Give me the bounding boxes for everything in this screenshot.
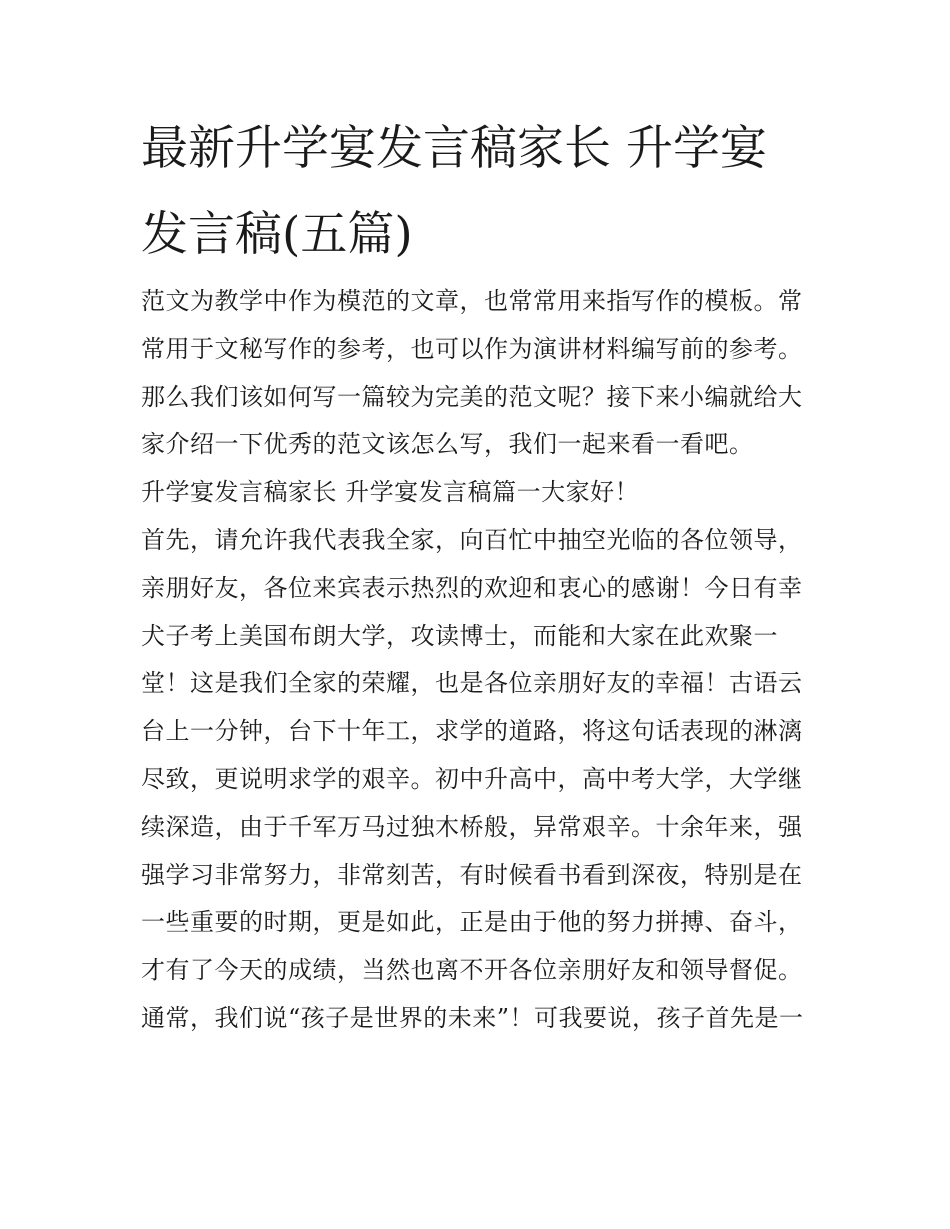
body-line: 家介绍一下优秀的范文该怎么写，我们一起来看一看吧。 — [141, 430, 754, 459]
body-line: 堂！这是我们全家的荣耀，也是各位亲朋好友的幸福！古语云 — [141, 669, 803, 698]
document-body — [141, 278, 813, 1043]
title-line: 最新升学宴发言稿家长 升学宴 — [141, 121, 767, 176]
section-heading-line: 升学宴发言稿家长 升学宴发言稿篇一大家好！ — [141, 478, 640, 507]
body-line: 亲朋好友，各位来宾表示热烈的欢迎和衷心的感谢！今日有幸 — [141, 573, 803, 602]
body-line: 那么我们该如何写一篇较为完美的范文呢？接下来小编就给大 — [141, 382, 803, 411]
document-title — [141, 106, 821, 278]
body-line: 强学习非常努力，非常刻苦，有时候看书看到深夜，特别是在 — [141, 860, 803, 889]
body-line: 范文为教学中作为模范的文章，也常常用来指写作的模板。常 — [141, 287, 803, 315]
body-line: 台上一分钟，台下十年工，求学的道路，将这句话表现的淋漓 — [141, 717, 803, 746]
body-line: 尽致，更说明求学的艰辛。初中升高中，高中考大学，大学继 — [141, 764, 803, 793]
title-line: 发言稿(五篇) — [141, 207, 413, 262]
body-line: 才有了今天的成绩，当然也离不开各位亲朋好友和领导督促。 — [141, 956, 803, 985]
body-line: 一些重要的时期，更是如此，正是由于他的努力拼搏、奋斗， — [141, 908, 803, 937]
body-line: 首先，请允许我代表我全家，向百忙中抽空光临的各位领导， — [141, 525, 803, 554]
body-line: 续深造，由于千军万马过独木桥般，异常艰辛。十余年来，强 — [141, 812, 803, 841]
body-line: 犬子考上美国布朗大学，攻读博士，而能和大家在此欢聚一 — [141, 621, 778, 650]
body-line: 常用于文秘写作的参考，也可以作为演讲材料编写前的参考。 — [141, 334, 803, 363]
body-line: 通常，我们说“孩子是世界的未来”！可我要说，孩子首先是一 — [141, 1003, 804, 1032]
